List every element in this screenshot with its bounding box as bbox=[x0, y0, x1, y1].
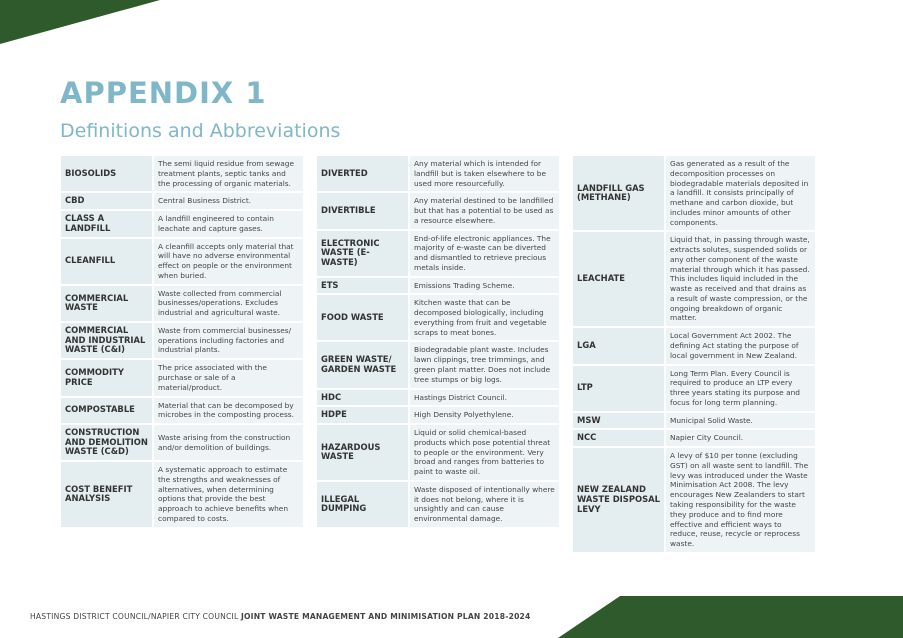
definition-term: LEACHATE bbox=[573, 232, 664, 326]
definition-row bbox=[61, 193, 303, 209]
definition-text: Municipal Solid Waste. bbox=[666, 413, 815, 429]
definition-text: Waste arising from the construction and/or demolition of buildings. bbox=[154, 425, 303, 460]
definition-term: NCC bbox=[573, 430, 664, 446]
definition-term: COMMODITY PRICE bbox=[61, 360, 152, 395]
definition-term: LTP bbox=[573, 366, 664, 411]
definition-term: LANDFILL GAS (METHANE) bbox=[573, 156, 664, 230]
definition-row bbox=[61, 398, 303, 424]
definition-text: A levy of $10 per tonne (excluding GST) on all waste sent to landfill. The levy was introduced under the Waste Minimisation Act 2008. The levy encourages New Zealanders to start taking responsibility for the waste they produce and to find more effective and efficient ways to reduce, reuse, recycle or reprocess waste. bbox=[666, 448, 815, 552]
definition-text: Waste disposed of intentionally where it does not belong, where it is unsightly and can cause environmental damage. bbox=[410, 482, 559, 527]
definition-text: Any material destined to be landfilled but that has a potential to be used as a resource elsewhere. bbox=[410, 193, 559, 228]
definition-row bbox=[61, 323, 303, 358]
footer-doc-title: JOINT WASTE MANAGEMENT AND MINIMISATION PLAN 2018-2024 bbox=[241, 612, 531, 621]
page-title: APPENDIX 1 bbox=[60, 76, 267, 110]
definition-row bbox=[573, 232, 815, 326]
definitions-column-3 bbox=[573, 156, 815, 554]
definition-text: Long Term Plan. Every Council is required to produce an LTP every three years stating its purpose and focus for long term planning. bbox=[666, 366, 815, 411]
decorative-corner-bottom-right bbox=[558, 596, 903, 638]
footer-org: HASTINGS DISTRICT COUNCIL/NAPIER CITY COUNCIL bbox=[30, 612, 239, 621]
definition-row bbox=[317, 278, 559, 294]
definition-term: MSW bbox=[573, 413, 664, 429]
definition-term: LGA bbox=[573, 328, 664, 363]
definition-text: Any material which is intended for landfill but is taken elsewhere to be used more resourcefully. bbox=[410, 156, 559, 191]
definition-text: Napier City Council. bbox=[666, 430, 815, 446]
definition-row bbox=[573, 328, 815, 363]
definition-row bbox=[317, 482, 559, 527]
definition-text: Gas generated as a result of the decomposition processes on biodegradable materials deposited in a landfill. It consists principally of methane and carbon dioxide, but includes minor amounts of other components. bbox=[666, 156, 815, 230]
definition-text: End-of-life electronic appliances. The majority of e-waste can be diverted and dismantled to retrieve precious metals inside. bbox=[410, 231, 559, 276]
definition-row bbox=[61, 286, 303, 321]
definition-text: Material that can be decomposed by microbes in the composting process. bbox=[154, 398, 303, 424]
definition-row bbox=[573, 366, 815, 411]
definition-row bbox=[317, 156, 559, 191]
definition-term: COST BENEFIT ANALYSIS bbox=[61, 462, 152, 527]
definition-term: CBD bbox=[61, 193, 152, 209]
definition-text: Liquid that, in passing through waste, extracts solutes, suspended solids or any other component of the waste material through which it has passed. This includes liquid included in the waste as received and that drains as a result of waste compression, or the ongoing breakdown of organic matter. bbox=[666, 232, 815, 326]
definition-row bbox=[573, 448, 815, 552]
definition-text: Kitchen waste that can be decomposed biologically, including everything from fruit and vegetable scraps to meat bones. bbox=[410, 295, 559, 340]
definition-term: NEW ZEALAND WASTE DISPOSAL LEVY bbox=[573, 448, 664, 552]
definition-term: ELECTRONIC WASTE (E-WASTE) bbox=[317, 231, 408, 276]
definition-text: Waste collected from commercial businesses/operations. Excludes industrial and agricultural waste. bbox=[154, 286, 303, 321]
definition-term: ETS bbox=[317, 278, 408, 294]
definition-text: The semi liquid residue from sewage treatment plants, septic tanks and the processing of organic materials. bbox=[154, 156, 303, 191]
definition-row bbox=[61, 425, 303, 460]
definitions-column-1 bbox=[61, 156, 303, 529]
definition-row bbox=[317, 425, 559, 480]
definition-term: DIVERTED bbox=[317, 156, 408, 191]
definition-row bbox=[573, 430, 815, 446]
definition-row bbox=[317, 231, 559, 276]
definition-row bbox=[573, 413, 815, 429]
definition-term: FOOD WASTE bbox=[317, 295, 408, 340]
definition-term: CLEANFILL bbox=[61, 239, 152, 284]
definition-term: HAZARDOUS WASTE bbox=[317, 425, 408, 480]
decorative-corner-top-left bbox=[0, 0, 160, 44]
definition-term: ILLEGAL DUMPING bbox=[317, 482, 408, 527]
definition-row bbox=[317, 193, 559, 228]
definition-term: COMPOSTABLE bbox=[61, 398, 152, 424]
definition-row bbox=[317, 407, 559, 423]
definition-text: Hastings District Council. bbox=[410, 390, 559, 406]
definition-row bbox=[61, 360, 303, 395]
definition-row bbox=[573, 156, 815, 230]
definition-term: HDC bbox=[317, 390, 408, 406]
definition-term: COMMERCIAL WASTE bbox=[61, 286, 152, 321]
definition-text: Central Business District. bbox=[154, 193, 303, 209]
definition-row bbox=[317, 342, 559, 387]
definition-text: High Density Polyethylene. bbox=[410, 407, 559, 423]
definition-text: Waste from commercial businesses/ operations including factories and industrial plants. bbox=[154, 323, 303, 358]
definition-text: A cleanfill accepts only material that will have no adverse environmental effect on people or the environment when buried. bbox=[154, 239, 303, 284]
definition-term: GREEN WASTE/ GARDEN WASTE bbox=[317, 342, 408, 387]
definition-term: CONSTRUCTION AND DEMOLITION WASTE (C&D) bbox=[61, 425, 152, 460]
definition-text: Emissions Trading Scheme. bbox=[410, 278, 559, 294]
definition-text: A systematic approach to estimate the strengths and weaknesses of alternatives, when determining options that provide the best approach to achieve benefits when compared to costs. bbox=[154, 462, 303, 527]
definition-row bbox=[317, 390, 559, 406]
definitions-column-2 bbox=[317, 156, 559, 529]
definition-term: CLASS A LANDFILL bbox=[61, 211, 152, 237]
page-footer bbox=[30, 612, 531, 621]
definition-row bbox=[61, 211, 303, 237]
definition-row bbox=[61, 156, 303, 191]
definition-row bbox=[61, 462, 303, 527]
definition-row bbox=[317, 295, 559, 340]
definition-term: DIVERTIBLE bbox=[317, 193, 408, 228]
definition-text: Biodegradable plant waste. Includes lawn clippings, tree trimmings, and green plant matter. Does not include tree stumps or big logs. bbox=[410, 342, 559, 387]
definition-text: The price associated with the purchase or sale of a material/product. bbox=[154, 360, 303, 395]
definition-term: BIOSOLIDS bbox=[61, 156, 152, 191]
definition-term: COMMERCIAL AND INDUSTRIAL WASTE (C&I) bbox=[61, 323, 152, 358]
page-subtitle: Definitions and Abbreviations bbox=[60, 120, 341, 142]
definition-text: Local Government Act 2002. The defining Act stating the purpose of local government in New Zealand. bbox=[666, 328, 815, 363]
definition-text: A landfill engineered to contain leachate and capture gases. bbox=[154, 211, 303, 237]
definition-term: HDPE bbox=[317, 407, 408, 423]
definition-text: Liquid or solid chemical-based products which pose potential threat to people or the environment. Very broad and ranges from batteries to paint to waste oil. bbox=[410, 425, 559, 480]
definition-row bbox=[61, 239, 303, 284]
